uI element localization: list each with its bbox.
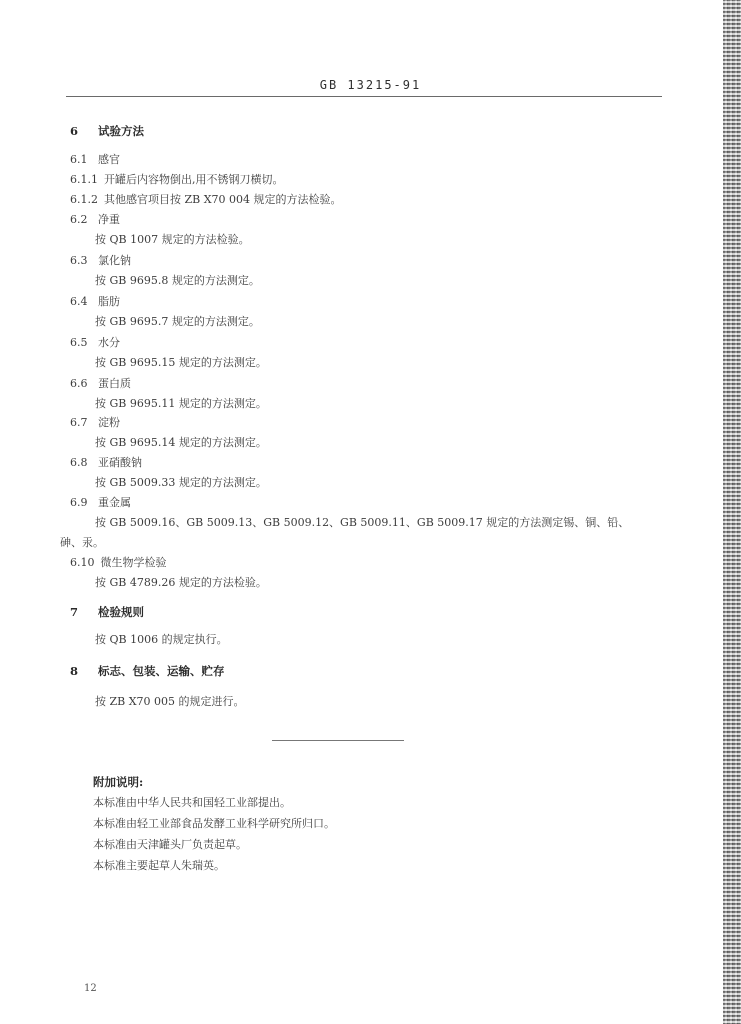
clause-number: 6.1.1 xyxy=(70,173,98,186)
body-text-line xyxy=(95,233,250,247)
clause-text: 微生物学检验 xyxy=(100,556,167,569)
clause-text: 开罐后内容物倒出,用不锈钢刀横切。 xyxy=(104,173,284,186)
clause-text: 亚硝酸钠 xyxy=(98,456,142,469)
section-line-6-9 xyxy=(70,496,131,510)
clause-number: 6.3 xyxy=(70,254,88,267)
clause-text: 检验规则 xyxy=(98,605,144,619)
notes-line: 本标准主要起草人朱瑞英。 xyxy=(93,859,225,872)
clause-text: 按 QB 1007 规定的方法检验。 xyxy=(95,233,250,246)
notes-line: 本标准由天津罐头厂负责起草。 xyxy=(93,838,247,851)
body-text-line xyxy=(95,695,245,709)
body-text-line xyxy=(95,436,267,450)
body-text-line xyxy=(95,516,629,530)
clause-number: 8 xyxy=(70,664,79,678)
clause-text: 按 ZB X70 005 的规定进行。 xyxy=(95,695,245,708)
section-line-6-7 xyxy=(70,416,120,430)
scanned-page-edge xyxy=(723,0,741,1024)
section-line-6-6 xyxy=(70,377,131,391)
clause-number: 6.10 xyxy=(70,556,95,569)
clause-text: 按 GB 5009.33 规定的方法测定。 xyxy=(95,476,267,489)
clause-number: 7 xyxy=(70,605,79,619)
notes-line: 本标准由轻工业部食品发酵工业科学研究所归口。 xyxy=(93,817,335,830)
body-text-line xyxy=(95,356,267,370)
clause-text: 水分 xyxy=(98,336,120,349)
clause-number: 6.4 xyxy=(70,295,88,308)
body-text-line xyxy=(60,536,104,550)
notes-title: 附加说明: xyxy=(93,775,144,789)
clause-number: 6 xyxy=(70,124,79,138)
clause-number: 6.7 xyxy=(70,416,88,429)
clause-text: 按 GB 9695.7 规定的方法测定。 xyxy=(95,315,260,328)
body-text-line xyxy=(95,315,260,329)
section-line-6-5 xyxy=(70,336,120,350)
clause-number: 6.5 xyxy=(70,336,88,349)
clause-text: 按 QB 1006 的规定执行。 xyxy=(95,633,228,646)
clause-number: 6.1 xyxy=(70,153,88,166)
clause-number: 6.8 xyxy=(70,456,88,469)
section-line-6-10 xyxy=(70,556,167,570)
clause-number: 6.6 xyxy=(70,377,88,390)
section-line-6-1 xyxy=(70,153,120,167)
clause-text: 按 GB 9695.14 规定的方法测定。 xyxy=(95,436,267,449)
section-line-6 xyxy=(70,124,144,138)
clause-number: 6.9 xyxy=(70,496,88,509)
clause-text: 试验方法 xyxy=(98,124,144,138)
clause-text: 净重 xyxy=(98,213,120,226)
body-text-line xyxy=(95,476,267,490)
section-divider xyxy=(272,740,404,741)
clause-text: 重金属 xyxy=(98,496,131,509)
section-line-6-2 xyxy=(70,213,120,227)
body-text-line xyxy=(95,576,267,590)
standard-code-header: GB 13215-91 xyxy=(319,78,422,92)
clause-text: 按 GB 9695.8 规定的方法测定。 xyxy=(95,274,260,287)
clause-number: 6.2 xyxy=(70,213,88,226)
clause-text: 氯化钠 xyxy=(98,254,131,267)
clause-text: 其他感官项目按 ZB X70 004 规定的方法检验。 xyxy=(104,193,342,206)
clause-text: 按 GB 4789.26 规定的方法检验。 xyxy=(95,576,267,589)
section-line-7 xyxy=(70,605,144,619)
header-divider xyxy=(66,96,662,97)
clause-text: 蛋白质 xyxy=(98,377,131,390)
clause-text: 按 GB 9695.15 规定的方法测定。 xyxy=(95,356,267,369)
clause-text: 按 GB 5009.16、GB 5009.13、GB 5009.12、GB 5009.11、GB 5009.17 规定的方法测定锡、铜、铅、 xyxy=(95,516,630,529)
clause-text: 砷、汞。 xyxy=(60,536,104,549)
clause-text: 按 GB 9695.11 规定的方法测定。 xyxy=(95,397,267,410)
clause-text: 标志、包装、运输、贮存 xyxy=(98,664,225,678)
clause-text: 感官 xyxy=(98,153,120,166)
clause-number: 6.1.2 xyxy=(70,193,98,206)
notes-line: 本标准由中华人民共和国轻工业部提出。 xyxy=(93,796,291,809)
section-line-6-1-2 xyxy=(70,193,342,207)
body-text-line xyxy=(95,633,228,647)
page-number: 12 xyxy=(84,983,97,994)
section-line-6-8 xyxy=(70,456,142,470)
section-line-6-3 xyxy=(70,254,131,268)
body-text-line xyxy=(95,274,260,288)
section-line-8 xyxy=(70,664,225,678)
body-text-line xyxy=(95,397,267,411)
section-line-6-4 xyxy=(70,295,120,309)
clause-text: 脂肪 xyxy=(98,295,120,308)
clause-text: 淀粉 xyxy=(98,416,120,429)
section-line-6-1-1 xyxy=(70,173,284,187)
